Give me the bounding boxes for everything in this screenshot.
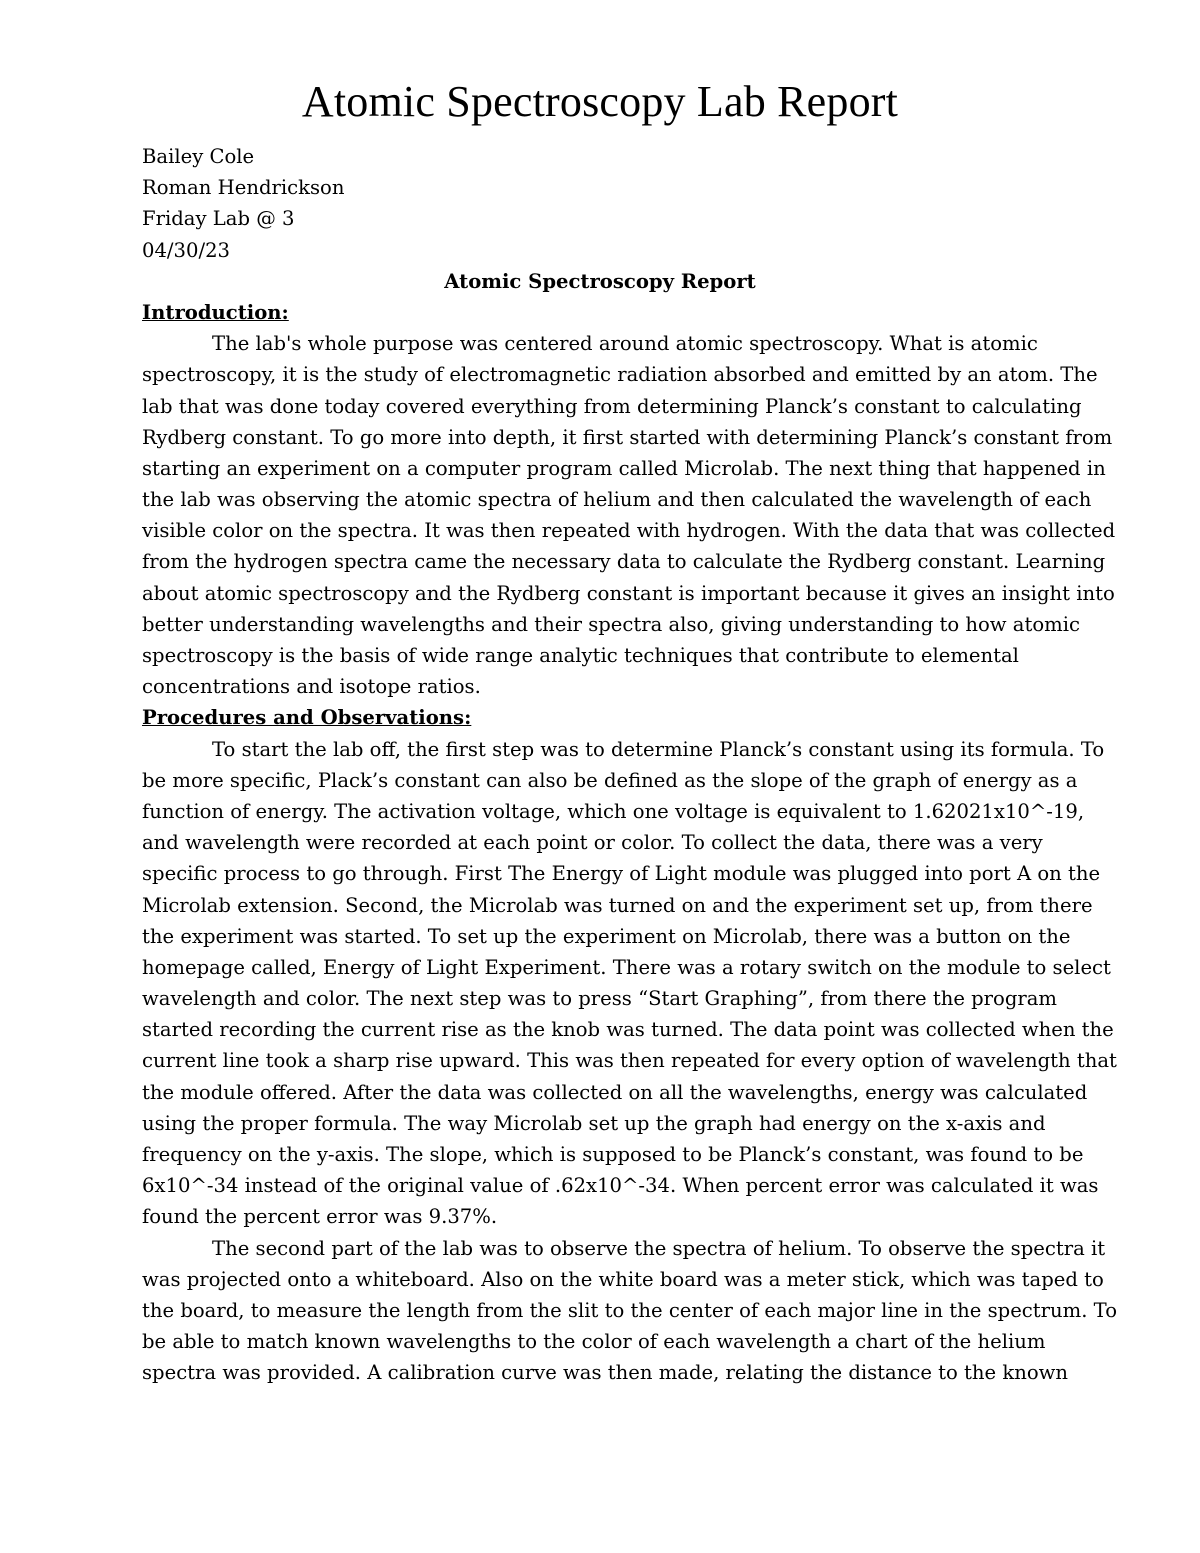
text-line: using the proper formula. The way Microlab set up the graph had energy on the x-axis and (142, 1111, 1046, 1135)
procedures-heading: Procedures and Observations: (142, 706, 472, 730)
text-line: specific process to go through. First The Energy of Light module was plugged into port A on the (142, 862, 1101, 886)
text-line: the experiment was started. To set up the experiment on Microlab, there was a button on the (142, 924, 1071, 948)
text-line: To start the lab off, the first step was to determine Planck’s constant using its formula. To (212, 737, 1105, 761)
text-line: starting an experiment on a computer program called Microlab. The next thing that happened in (142, 456, 1106, 480)
introduction-heading: Introduction: (142, 300, 289, 324)
document-title: Atomic Spectroscopy Lab Report (301, 77, 899, 126)
text-line: spectroscopy is the basis of wide range analytic techniques that contribute to elemental (142, 644, 1019, 667)
text-line: was projected onto a whiteboard. Also on the white board was a meter stick, which was taped to (142, 1267, 1104, 1291)
text-line: The lab's whole purpose was centered around atomic spectroscopy. What is atomic (212, 332, 1038, 356)
text-line: The second part of the lab was to observe the spectra of helium. To observe the spectra it (212, 1236, 1106, 1260)
text-line: spectroscopy, it is the study of electromagnetic radiation absorbed and emitted by an atom. The (142, 363, 1098, 387)
lab-section: Friday Lab @ 3 (142, 207, 295, 231)
text-line: wavelength and color. The next step was to press “Start Graphing”, from there the program (142, 987, 1058, 1011)
text-line: found the percent error was 9.37%. (142, 1205, 498, 1229)
text-line: and wavelength were recorded at each point or color. To collect the data, there was a very (142, 831, 1043, 855)
document-body (142, 141, 1117, 1389)
author-name: Bailey Cole (142, 145, 255, 168)
text-line: homepage called, Energy of Light Experiment. There was a rotary switch on the module to select (142, 955, 1111, 979)
text-line: be able to match known wavelengths to the color of each wavelength a chart of the helium (142, 1330, 1046, 1354)
text-line: visible color on the spectra. It was then repeated with hydrogen. With the data that was collected (142, 519, 1116, 543)
text-line: frequency on the y-axis. The slope, which is supposed to be Planck’s constant, was found to be (142, 1143, 1084, 1166)
text-line: spectra was provided. A calibration curve was then made, relating the distance to the known (142, 1361, 1069, 1385)
text-line: function of energy. The activation voltage, which one voltage is equivalent to 1.62021x10^-19, (142, 799, 1085, 823)
author-name: Roman Hendrickson (142, 176, 345, 200)
text-line: the module offered. After the data was collected on all the wavelengths, energy was calculated (142, 1080, 1088, 1104)
text-line: about atomic spectroscopy and the Rydberg constant is important because it gives an insight into (142, 581, 1115, 605)
text-line: from the hydrogen spectra came the necessary data to calculate the Rydberg constant. Learning (142, 550, 1106, 574)
text-line: better understanding wavelengths and their spectra also, giving understanding to how atomic (142, 612, 1080, 636)
text-line: 6x10^-34 instead of the original value of .62x10^-34. When percent error was calculated it was (142, 1174, 1099, 1198)
report-date: 04/30/23 (142, 238, 230, 262)
text-line: be more specific, Plack’s constant can also be defined as the slope of the graph of energy as a (142, 768, 1078, 792)
report-heading: Atomic Spectroscopy Report (444, 269, 756, 293)
text-line: current line took a sharp rise upward. This was then repeated for every option of wavelength that (142, 1049, 1117, 1073)
text-line: Microlab extension. Second, the Microlab was turned on and the experiment set up, from there (142, 893, 1093, 917)
text-line: concentrations and isotope ratios. (142, 675, 481, 699)
text-line: Rydberg constant. To go more into depth, it first started with determining Planck’s constant from (142, 425, 1113, 449)
text-line: started recording the current rise as the knob was turned. The data point was collected when the (142, 1018, 1114, 1042)
text-line: the lab was observing the atomic spectra of helium and then calculated the wavelength of each (142, 488, 1092, 512)
text-line: the board, to measure the length from the slit to the center of each major line in the spectrum. To (142, 1298, 1117, 1322)
text-line: lab that was done today covered everything from determining Planck’s constant to calculating (142, 394, 1082, 418)
